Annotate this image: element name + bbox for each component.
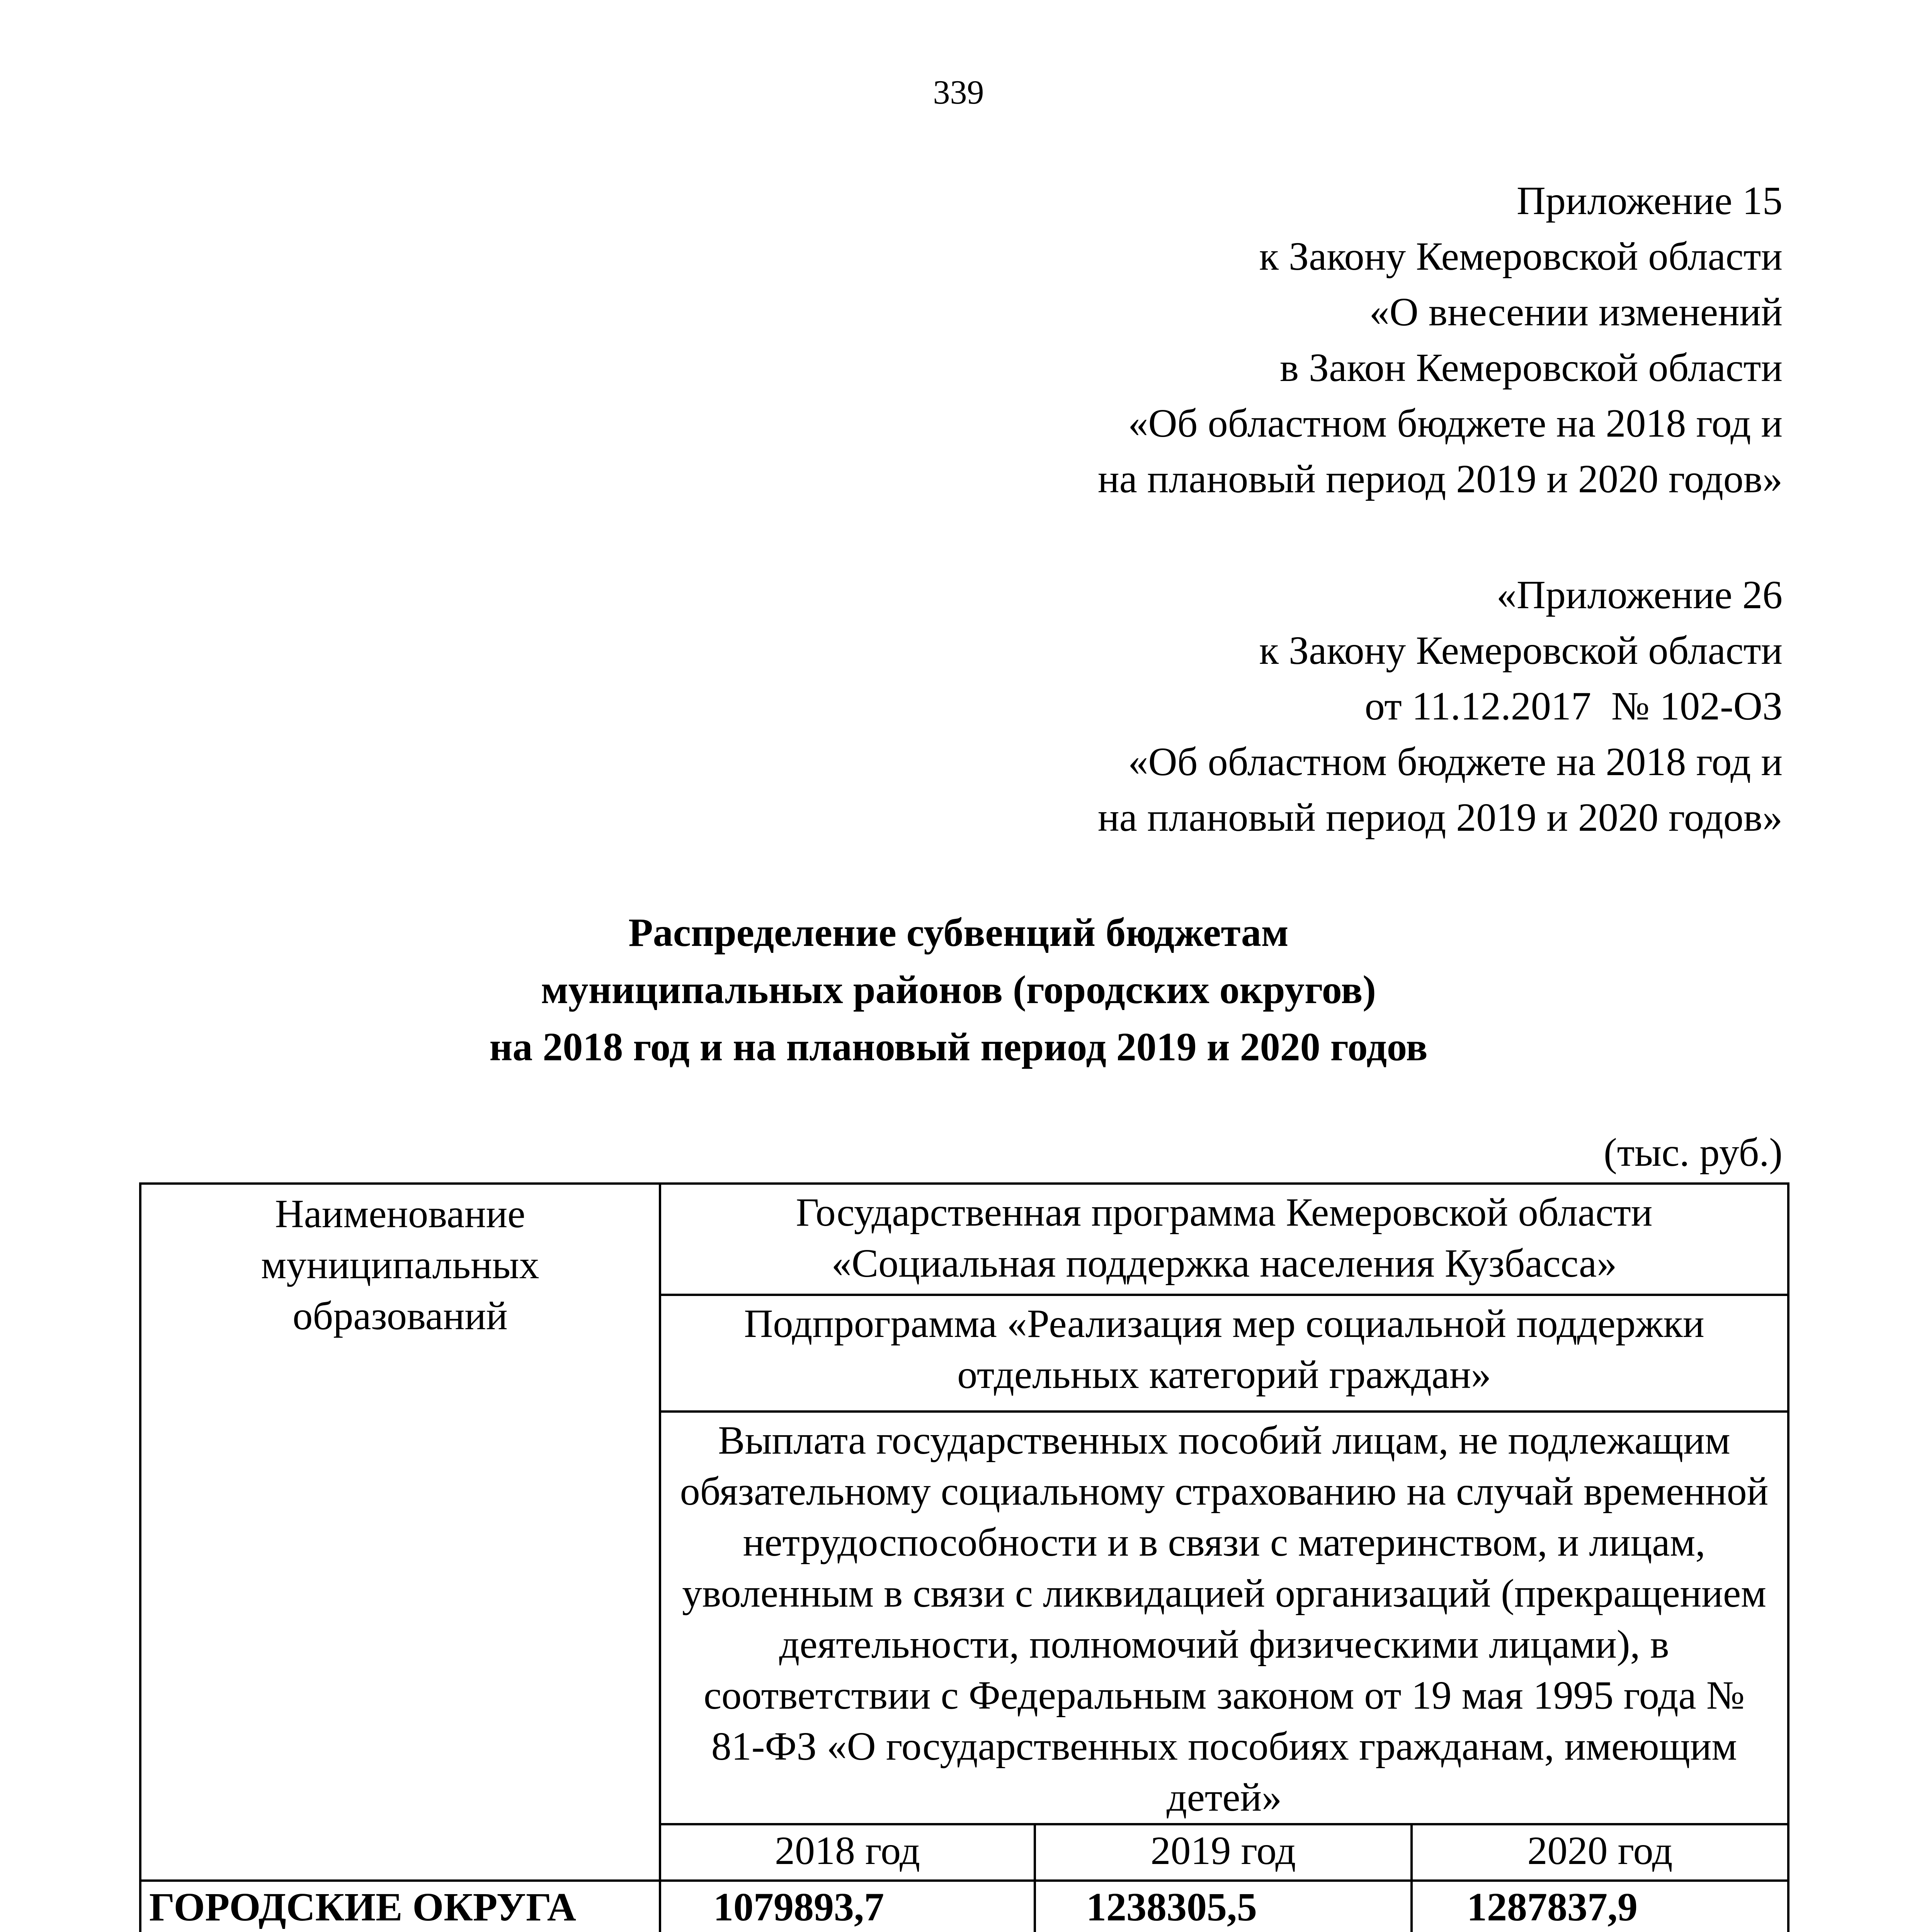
header-municipality-name: Наименование муниципальных образований (140, 1184, 660, 1881)
header-state-program: Государственная программа Кемеровской области «Социальная поддержка населения Кузбасса» (660, 1184, 1788, 1295)
appendix-26-line: «Приложение 26 (1496, 573, 1783, 617)
appendix-15-line: в Закон Кемеровской области (1279, 345, 1783, 390)
appendix-26-line: от 11.12.2017 № 102-ОЗ (1364, 684, 1783, 728)
appendix-15-line: к Закону Кемеровской области (1259, 234, 1783, 279)
appendix-26-header (1098, 567, 1783, 845)
row-name: ГОРОДСКИЕ ОКРУГА (140, 1881, 660, 1932)
value-2018: 1079893,7 (660, 1881, 1035, 1932)
appendix-15-header (1098, 173, 1783, 507)
subvention-table (139, 1182, 1789, 1932)
units-label: (тыс. руб.) (1604, 1130, 1783, 1175)
header-year-2018: 2018 год (660, 1824, 1035, 1881)
title-line: на 2018 год и на плановый период 2019 и 2020 годов (489, 1025, 1428, 1069)
title-line: Распределение субвенций бюджетам (628, 910, 1289, 955)
appendix-15-line: «Об областном бюджете на 2018 год и (1128, 401, 1783, 446)
page-number: 339 (933, 74, 984, 111)
title-line: муниципальных районов (городских округов) (541, 968, 1376, 1012)
header-payment-description: Выплата государственных пособий лицам, не подлежащим обязательному социальному страхованию на случай временной нетрудоспособности и в связи с материнством, и лицам, уволенным в связи с ликвидацией организаций (прекращением деятельности, полномочий физическими лицами), в соответствии с Федеральным законом от 19 мая 1995 года № 81-ФЗ «О государственных пособиях гражданам, имеющим детей» (660, 1412, 1788, 1824)
table-row-total (140, 1881, 1788, 1932)
value-2019: 1238305,5 (1035, 1881, 1412, 1932)
header-year-2019: 2019 год (1035, 1824, 1412, 1881)
header-subprogram: Подпрограмма «Реализация мер социальной поддержки отдельных категорий граждан» (660, 1295, 1788, 1412)
appendix-26-line: к Закону Кемеровской области (1259, 628, 1783, 673)
appendix-26-line: «Об областном бюджете на 2018 год и (1128, 740, 1783, 784)
appendix-15-line: «О внесении изменений (1369, 290, 1783, 334)
appendix-15-line: на плановый период 2019 и 2020 годов» (1098, 457, 1783, 501)
value-2020: 1287837,9 (1412, 1881, 1788, 1932)
header-year-2020: 2020 год (1412, 1824, 1788, 1881)
appendix-26-line: на плановый период 2019 и 2020 годов» (1098, 795, 1783, 840)
appendix-15-line: Приложение 15 (1516, 179, 1783, 223)
document-title (0, 904, 1917, 1076)
